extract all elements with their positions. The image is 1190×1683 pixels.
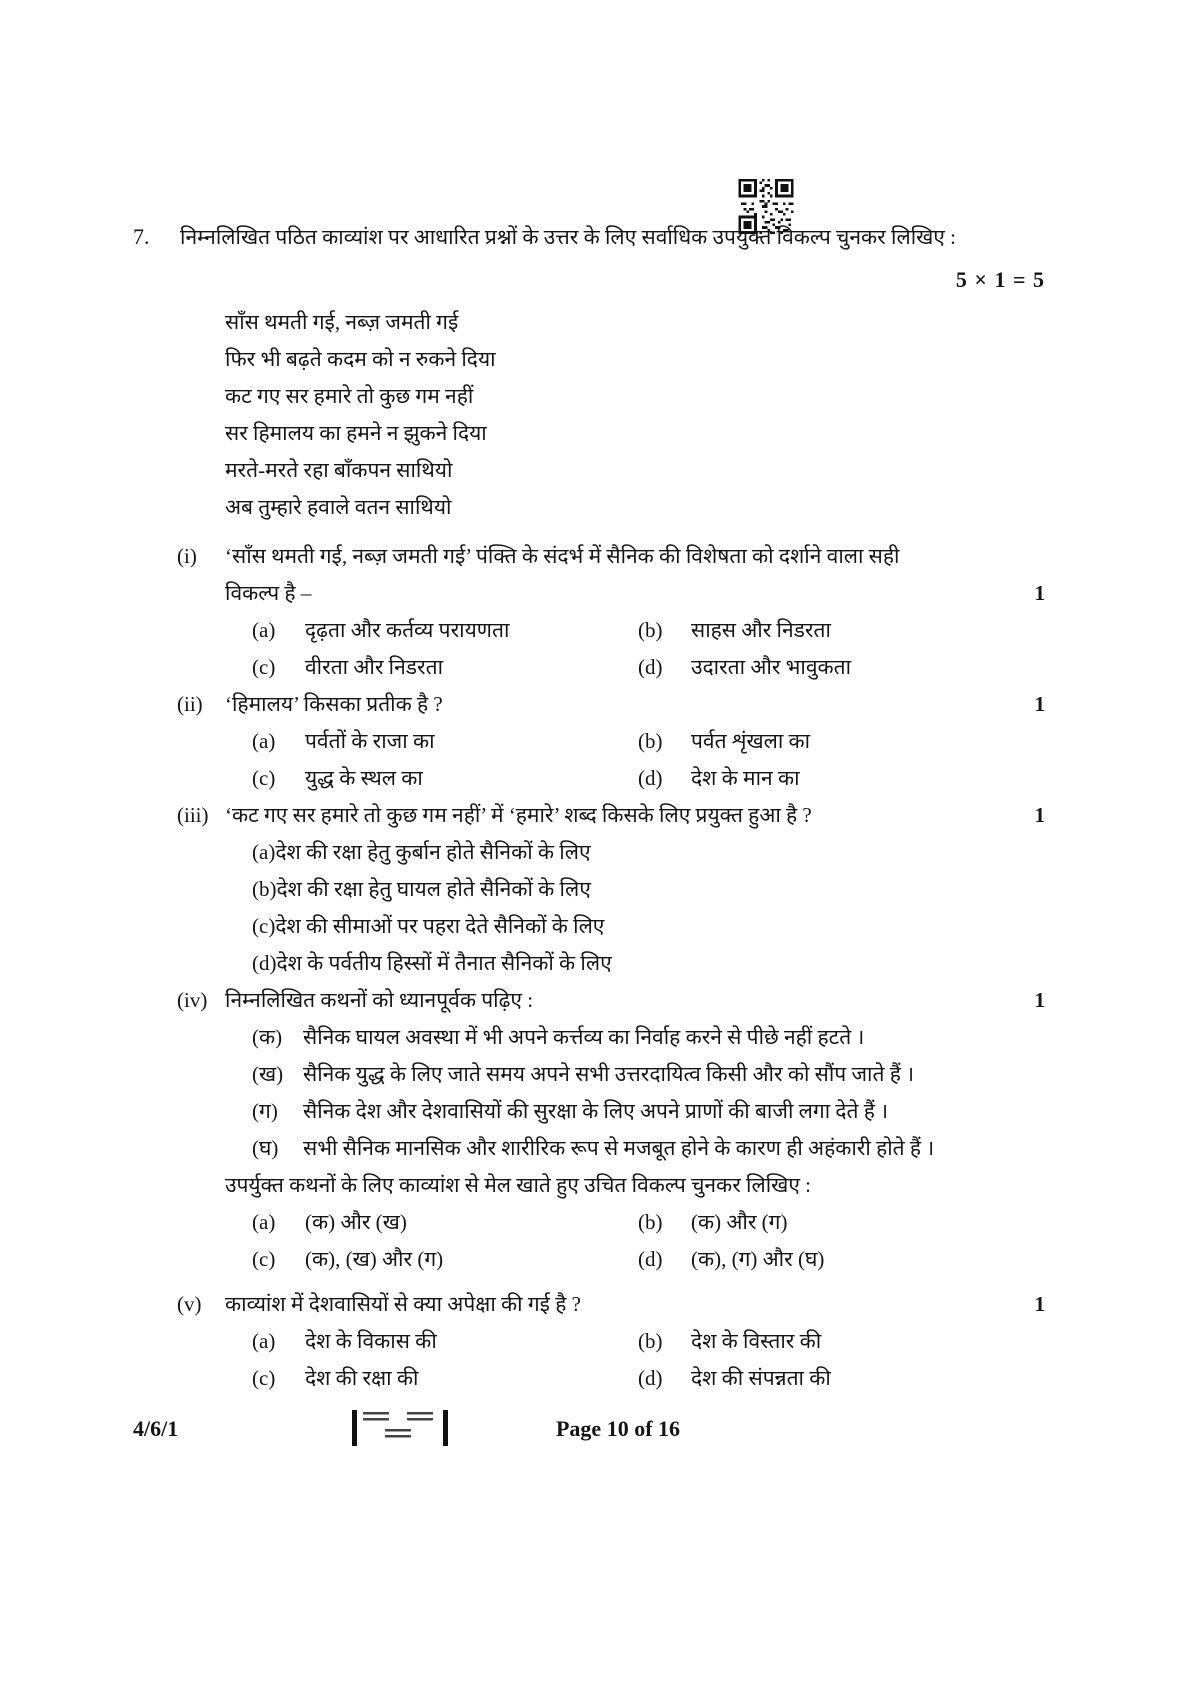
subquestion-text-row bbox=[133, 982, 1045, 1019]
statement-text: सैनिक युद्ध के लिए जाते समय अपने सभी उत्तरदायित्व किसी और को सौंप जाते हैं । bbox=[303, 1062, 915, 1086]
option-d bbox=[638, 649, 1045, 686]
option-text: देश की सीमाओं पर पहरा देते सैनिकों के लिए bbox=[275, 914, 605, 938]
poem-line: कट गए सर हमारे तो कुछ गम नहीं bbox=[225, 384, 474, 408]
subquestion-number: (ii) bbox=[177, 692, 203, 716]
option-label: (b) bbox=[252, 877, 277, 901]
option-text: (क), (ग) और (घ) bbox=[691, 1247, 825, 1271]
marks-badge: 1 bbox=[1034, 692, 1045, 716]
question-heading-row bbox=[133, 216, 1045, 258]
option-c bbox=[133, 649, 638, 686]
option-b bbox=[638, 1204, 1045, 1241]
option-label: (d) bbox=[638, 766, 663, 790]
option-d bbox=[638, 760, 1045, 797]
option-a bbox=[133, 612, 638, 649]
marks-badge: 1 bbox=[1034, 803, 1045, 827]
option-text: (क) और (ख) bbox=[305, 1210, 407, 1234]
subquestion-text-row bbox=[133, 797, 1045, 834]
registration-barcode-icon bbox=[352, 1410, 448, 1446]
statement-label: (क) bbox=[252, 1025, 283, 1049]
marks-scheme-row bbox=[133, 258, 1045, 302]
subquestion-text-row bbox=[133, 575, 1045, 612]
marks-badge: 1 bbox=[1034, 1292, 1045, 1316]
option-label: (c) bbox=[252, 766, 276, 790]
option-text: दृढ़ता और कर्तव्य परायणता bbox=[305, 618, 510, 642]
option-label: (b) bbox=[638, 618, 663, 642]
subquestion-number: (i) bbox=[177, 544, 197, 568]
poem-line: फिर भी बढ़ते कदम को न रुकने दिया bbox=[225, 347, 496, 371]
marks-badge: 1 bbox=[1034, 988, 1045, 1012]
option-text: देश की संपन्नता की bbox=[691, 1366, 831, 1390]
statement-label: (ख) bbox=[252, 1062, 284, 1086]
option-text: पर्वतों के राजा का bbox=[305, 729, 435, 753]
option-text: देश के मान का bbox=[691, 766, 800, 790]
marks-scheme: 5 × 1 = 5 bbox=[955, 267, 1045, 292]
subquestion-ii bbox=[133, 686, 1045, 797]
statement-text: सैनिक घायल अवस्था में भी अपने कर्त्तव्य का निर्वाह करने से पीछे नहीं हटते । bbox=[303, 1025, 865, 1049]
page-number-label: Page 10 of 16 bbox=[555, 1416, 681, 1441]
option-text: देश की रक्षा हेतु घायल होते सैनिकों के लिए bbox=[276, 877, 591, 901]
poem-line: अब तुम्हारे हवाले वतन साथियो bbox=[225, 495, 452, 519]
poem-line: सर हिमालय का हमने न झुकने दिया bbox=[225, 421, 487, 445]
option-label: (a) bbox=[252, 729, 276, 753]
option-label: (a) bbox=[252, 840, 276, 864]
question-number: 7. bbox=[133, 224, 150, 249]
option-b bbox=[133, 871, 1045, 908]
options-grid bbox=[133, 723, 1045, 797]
option-text: साहस और निडरता bbox=[691, 618, 831, 642]
option-text: देश की रक्षा हेतु कुर्बान होते सैनिकों के लिए bbox=[275, 840, 591, 864]
option-text: वीरता और निडरता bbox=[305, 655, 444, 679]
option-d bbox=[133, 945, 1045, 982]
option-text: देश के विस्तार की bbox=[691, 1329, 822, 1353]
option-text: युद्ध के स्थल का bbox=[305, 766, 423, 790]
option-label: (a) bbox=[252, 618, 276, 642]
option-label: (b) bbox=[638, 1329, 663, 1353]
subquestion-number: (v) bbox=[177, 1292, 202, 1316]
poem-line: मरते-मरते रहा बाँकपन साथियो bbox=[225, 458, 453, 482]
subquestion-iii bbox=[133, 797, 1045, 982]
paper-code: 4/6/1 bbox=[133, 1416, 179, 1441]
statement-gha bbox=[133, 1130, 1045, 1167]
option-a bbox=[133, 723, 638, 760]
option-a bbox=[133, 1204, 638, 1241]
subquestion-text: ‘साँस थमती गई, नब्ज़ जमती गई’ पंक्ति के संदर्भ में सैनिक की विशेषता को दर्शाने वाला सही bbox=[225, 544, 900, 568]
option-text: उदारता और भावुकता bbox=[691, 655, 852, 679]
subquestion-text-row bbox=[133, 686, 1045, 723]
subquestion-text-continued: विकल्प है – bbox=[225, 581, 312, 605]
option-label: (b) bbox=[638, 729, 663, 753]
followup-instruction: उपर्युक्त कथनों के लिए काव्यांश से मेल खाते हुए उचित विकल्प चुनकर लिखिए : bbox=[225, 1173, 812, 1197]
option-label: (d) bbox=[638, 655, 663, 679]
option-d bbox=[638, 1360, 1045, 1397]
option-label: (d) bbox=[638, 1247, 663, 1271]
subquestion-text-row bbox=[133, 538, 1045, 575]
option-label: (c) bbox=[252, 655, 276, 679]
statement-label: (घ) bbox=[252, 1136, 279, 1160]
option-label: (b) bbox=[638, 1210, 663, 1234]
statement-kha bbox=[133, 1056, 1045, 1093]
option-c bbox=[133, 760, 638, 797]
option-c bbox=[133, 1241, 638, 1278]
option-text: पर्वत शृंखला का bbox=[691, 729, 811, 753]
statement-label: (ग) bbox=[252, 1099, 278, 1123]
option-text: (क) और (ग) bbox=[691, 1210, 788, 1234]
option-text: देश के पर्वतीय हिस्सों में तैनात सैनिकों के लिए bbox=[276, 951, 612, 975]
option-label: (c) bbox=[252, 1366, 276, 1390]
option-c bbox=[133, 908, 1045, 945]
subquestion-number: (iv) bbox=[177, 988, 208, 1012]
option-label: (a) bbox=[252, 1210, 276, 1234]
subquestion-number: (iii) bbox=[177, 803, 209, 827]
option-b bbox=[638, 723, 1045, 760]
options-grid bbox=[133, 1204, 1045, 1278]
option-label: (d) bbox=[638, 1366, 663, 1390]
option-d bbox=[638, 1241, 1045, 1278]
subquestion-text: ‘कट गए सर हमारे तो कुछ गम नहीं’ में ‘हमारे’ शब्द किसके लिए प्रयुक्त हुआ है ? bbox=[225, 803, 812, 827]
question-7-block bbox=[133, 216, 1045, 1397]
options-grid bbox=[133, 1323, 1045, 1397]
option-label: (c) bbox=[252, 1247, 276, 1271]
option-text: देश की रक्षा की bbox=[305, 1366, 419, 1390]
option-b bbox=[638, 1323, 1045, 1360]
option-b bbox=[638, 612, 1045, 649]
question-intro-text: निम्नलिखित पठित काव्यांश पर आधारित प्रश्नों के उत्तर के लिए सर्वाधिक उपयुक्त विकल्प चुनकर लिखिए : bbox=[180, 225, 957, 249]
option-label: (c) bbox=[252, 914, 276, 938]
statement-ka bbox=[133, 1019, 1045, 1056]
option-text: (क), (ख) और (ग) bbox=[305, 1247, 444, 1271]
subquestion-iv bbox=[133, 982, 1045, 1278]
statement-text: सभी सैनिक मानसिक और शारीरिक रूप से मजबूत होने के कारण ही अहंकारी होते हैं । bbox=[303, 1136, 935, 1160]
option-c bbox=[133, 1360, 638, 1397]
options-grid bbox=[133, 612, 1045, 686]
subquestion-i bbox=[133, 538, 1045, 686]
option-label: (a) bbox=[252, 1329, 276, 1353]
page-footer bbox=[0, 1406, 1190, 1456]
subquestion-text: निम्नलिखित कथनों को ध्यानपूर्वक पढ़िए : bbox=[225, 988, 534, 1012]
subquestion-text: काव्यांश में देशवासियों से क्या अपेक्षा की गई है ? bbox=[225, 1292, 581, 1316]
statement-text: सैनिक देश और देशवासियों की सुरक्षा के लिए अपने प्राणों की बाजी लगा देते हैं । bbox=[303, 1099, 889, 1123]
subquestion-text: ‘हिमालय’ किसका प्रतीक है ? bbox=[225, 692, 443, 716]
subquestion-v bbox=[133, 1286, 1045, 1397]
poem-extract bbox=[133, 304, 1045, 526]
option-label: (d) bbox=[252, 951, 277, 975]
statement-ga bbox=[133, 1093, 1045, 1130]
marks-badge: 1 bbox=[1034, 581, 1045, 605]
option-text: देश के विकास की bbox=[305, 1329, 437, 1353]
poem-line: साँस थमती गई, नब्ज़ जमती गई bbox=[225, 310, 459, 334]
option-a bbox=[133, 1323, 638, 1360]
option-a bbox=[133, 834, 1045, 871]
subquestion-text-row bbox=[133, 1286, 1045, 1323]
